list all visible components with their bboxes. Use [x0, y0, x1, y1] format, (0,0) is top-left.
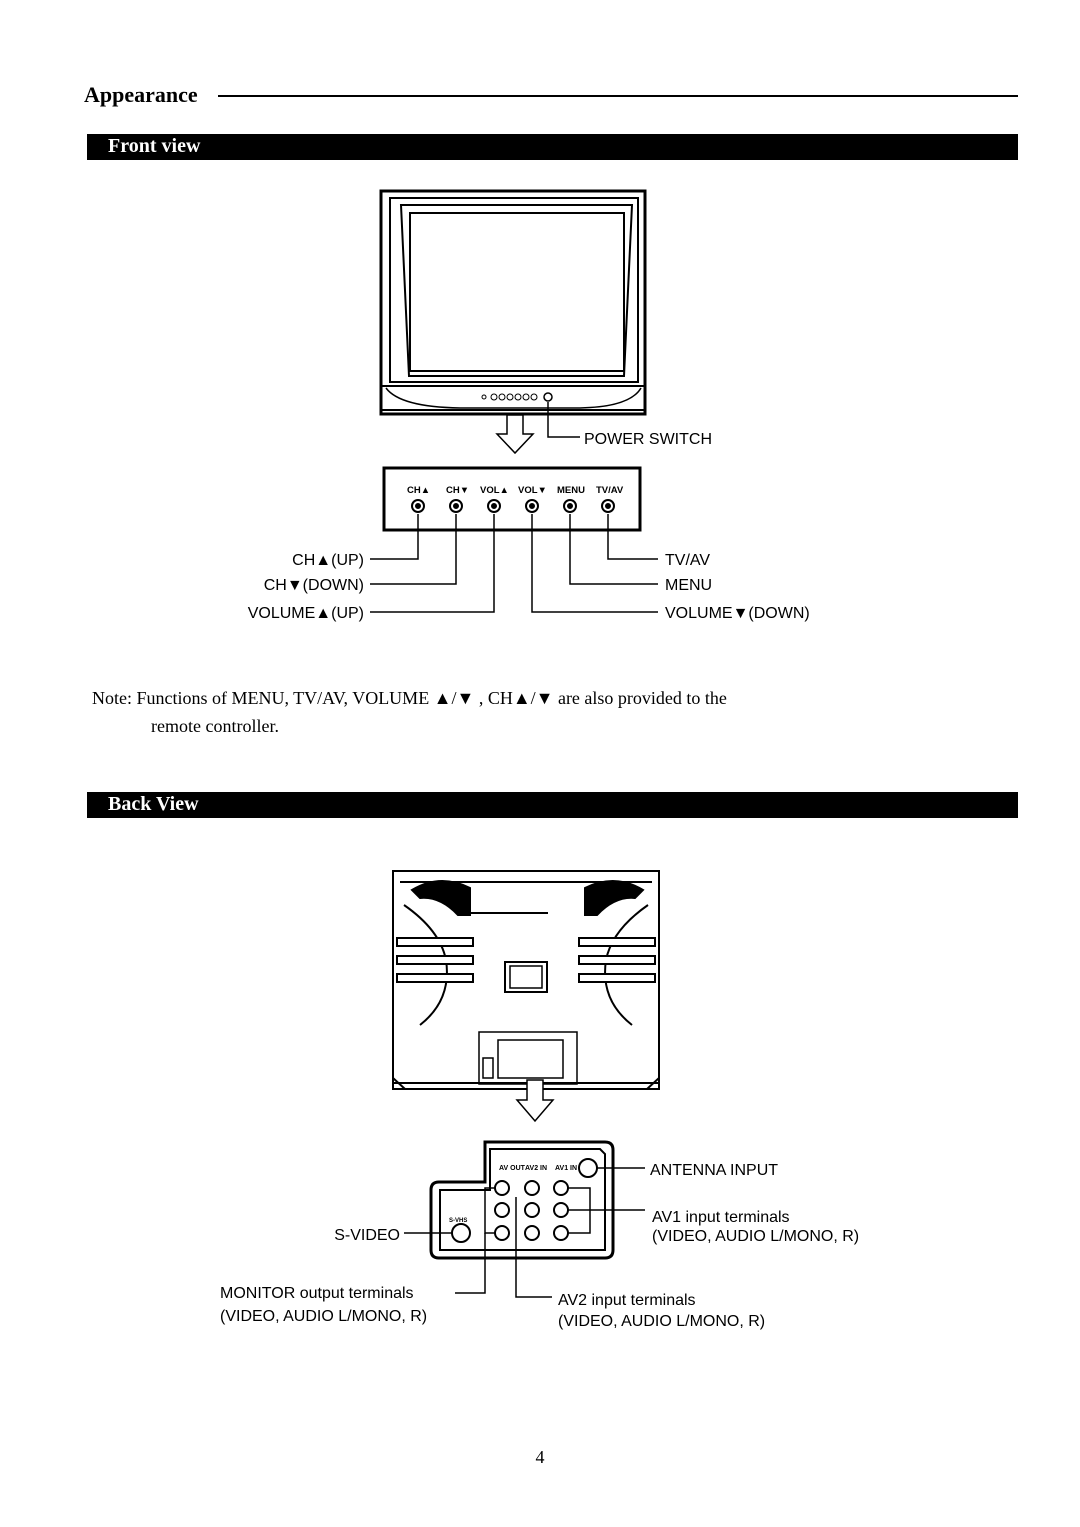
- av2-label-line-1: AV2 input terminals: [558, 1292, 696, 1309]
- panel-label-menu: MENU: [557, 485, 585, 496]
- callout-tvav: TV/AV: [665, 552, 711, 569]
- antenna-jack: [579, 1159, 597, 1177]
- power-switch-label: POWER SWITCH: [584, 431, 712, 448]
- panel-label-vol-down: VOL▼: [518, 485, 547, 496]
- av1-video-jack: [554, 1181, 568, 1195]
- page-title: Appearance: [84, 82, 198, 107]
- jack-label-av-out: AV OUT: [499, 1165, 525, 1172]
- av2-label-line-2: (VIDEO, AUDIO L/MONO, R): [558, 1313, 766, 1330]
- av-out-audio-r-jack: [495, 1226, 509, 1240]
- front-view-heading: Front view: [108, 135, 201, 157]
- monitor-label-line-2: (VIDEO, AUDIO L/MONO, R): [220, 1308, 428, 1325]
- av2-video-jack: [525, 1181, 539, 1195]
- page-number: 4: [535, 1447, 545, 1467]
- panel-label-ch-up: CH▲: [407, 485, 431, 496]
- note-line-1: Note: Functions of MENU, TV/AV, VOLUME ▲/▼ , CH▲/▼ are also provided to the: [92, 688, 727, 708]
- av1-label-line-2: (VIDEO, AUDIO L/MONO, R): [652, 1228, 860, 1245]
- jack-label-av2-in: AV2 IN: [525, 1165, 548, 1172]
- callout-ch-up: CH▲(UP): [292, 552, 364, 569]
- antenna-input-label: ANTENNA INPUT: [650, 1162, 779, 1179]
- monitor-label-line-1: MONITOR output terminals: [220, 1285, 414, 1302]
- panel-label-vol-up: VOL▲: [480, 485, 509, 496]
- panel-label-tvav: TV/AV: [596, 485, 624, 496]
- panel-label-ch-down: CH▼: [446, 485, 470, 496]
- av-out-video-jack: [495, 1181, 509, 1195]
- av1-audio-r-jack: [554, 1226, 568, 1240]
- jack-label-av1-in: AV1 IN: [555, 1165, 578, 1172]
- callout-volume-up: VOLUME▲(UP): [247, 605, 364, 622]
- av-out-audio-l-jack: [495, 1203, 509, 1217]
- av1-label-line-1: AV1 input terminals: [652, 1209, 790, 1226]
- av2-audio-l-jack: [525, 1203, 539, 1217]
- callout-ch-down: CH▼(DOWN): [263, 577, 364, 594]
- jack-label-svhs: S-VHS: [449, 1218, 468, 1224]
- s-video-jack: [452, 1224, 470, 1242]
- tv-back-illustration: [393, 871, 659, 1089]
- av2-audio-r-jack: [525, 1226, 539, 1240]
- back-view-heading: Back View: [108, 793, 199, 815]
- s-video-label: S-VIDEO: [334, 1227, 400, 1244]
- callout-volume-down: VOLUME▼(DOWN): [665, 605, 810, 622]
- note-line-2: remote controller.: [151, 716, 279, 736]
- down-arrow-icon: [517, 1080, 553, 1121]
- callout-menu: MENU: [665, 577, 713, 594]
- av1-audio-l-jack: [554, 1203, 568, 1217]
